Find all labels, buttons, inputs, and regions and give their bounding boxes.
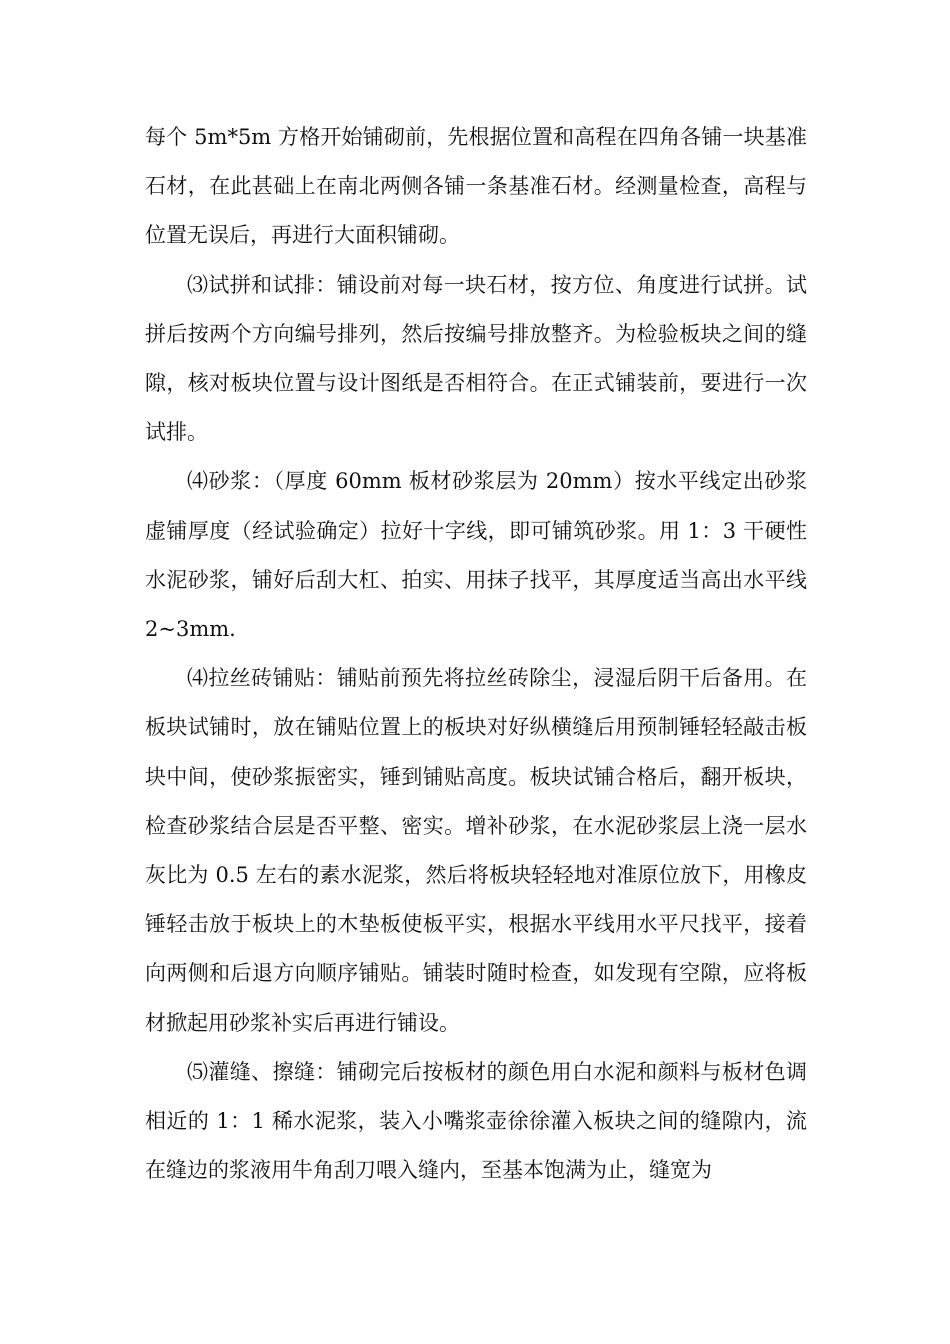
- document-body: [145, 113, 807, 1195]
- paragraph-4: ⑷拉丝砖铺贴：铺贴前预先将拉丝砖除尘，浸湿后阴干后备用。在板块试铺时，放在铺贴位置上的板块对好纵横缝后用预制锤轻轻敲击板块中间，使砂浆振密实，锤到铺贴高度。板块试铺合格后，翻开板块，检查砂浆结合层是否平整、密实。增补砂浆，在水泥砂浆层上浇一层水灰比为 0.5 左右的素水泥浆，然后将板块轻轻地对准原位放下，用橡皮锤轻击放于板块上的木垫板使板平实，根据水平线用水平尺找平，接着向两侧和后退方向顺序铺贴。铺装时随时检查，如发现有空隙，应将板材掀起用砂浆补实后再进行铺设。: [145, 666, 807, 1035]
- paragraph-3: ⑷砂浆：（厚度 60mm 板材砂浆层为 20mm）按水平线定出砂浆虚铺厚度（经试验确定）拉好十字线，即可铺筑砂浆。用 1：3 干硬性水泥砂浆，铺好后刮大杠、拍实、用抹子找平，其厚度适当高出水平线 2~3mm.: [145, 469, 807, 642]
- paragraph-2: ⑶试拼和试排：铺设前对每一块石材，按方位、角度进行试拼。试拼后按两个方向编号排列，然后按编号排放整齐。为检验板块之间的缝隙，核对板块位置与设计图纸是否相符合。在正式铺装前，要进行一次试排。: [145, 272, 807, 445]
- paragraph-1: 每个 5m*5m 方格开始铺砌前，先根据位置和高程在四角各铺一块基准石材，在此甚础上在南北两侧各铺一条基准石材。经测量检查，高程与位置无误后，再进行大面积铺砌。: [145, 125, 807, 248]
- paragraph-5: ⑸灌缝、擦缝：铺砌完后按板材的颜色用白水泥和颜料与板材色调相近的 1：1 稀水泥浆，装入小嘴浆壶徐徐灌入板块之间的缝隙内，流在缝边的浆液用牛角刮刀喂入缝内，至基本饱满为止，缝宽为: [145, 1059, 807, 1183]
